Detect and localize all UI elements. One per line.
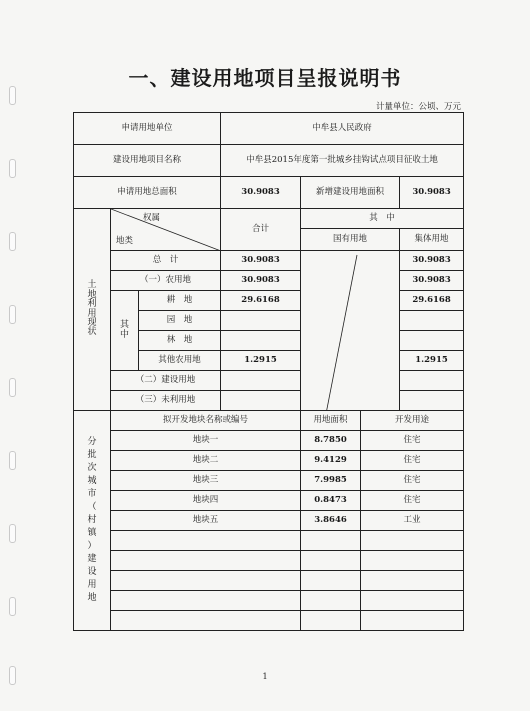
row-label: 耕 地 (139, 291, 221, 311)
total-area-label: 申请用地总面积 (74, 177, 221, 209)
plot-name: 地块四 (111, 491, 301, 511)
row-collective (400, 331, 464, 351)
row-collective: 29.6168 (400, 291, 464, 311)
plots-header-row (74, 411, 464, 431)
project-label: 建设用地项目名称 (74, 145, 221, 177)
row-total (221, 391, 301, 411)
table-row (74, 471, 464, 491)
applicant-label: 申请用地单位 (74, 113, 221, 145)
total-col-header: 合计 (221, 209, 301, 251)
page-number: 1 (262, 672, 268, 681)
row-collective: 30.9083 (400, 251, 464, 271)
plot-area: 3.8646 (301, 511, 361, 531)
row-total (221, 331, 301, 351)
plot-use: 住宅 (361, 451, 464, 471)
plot-name: 地块二 (111, 451, 301, 471)
row-collective (400, 371, 464, 391)
table-row (74, 531, 464, 551)
table-row (74, 451, 464, 471)
table-row (74, 391, 464, 411)
row-total (221, 311, 301, 331)
plot-name: 地块三 (111, 471, 301, 491)
row-total: 29.6168 (221, 291, 301, 311)
plot-use: 住宅 (361, 491, 464, 511)
row-collective: 30.9083 (400, 271, 464, 291)
page-title: 一、建设用地项目呈报说明书 (128, 66, 402, 90)
binder-hole (9, 159, 16, 178)
plot-area: 9.4129 (301, 451, 361, 471)
plot-use-header: 开发用途 (361, 411, 464, 431)
project-row (74, 145, 464, 177)
unit-note: 计量单位：公顷、万元 (375, 102, 461, 112)
area-row (74, 177, 464, 209)
row-label: （一）农用地 (111, 271, 221, 291)
plot-use: 住宅 (361, 471, 464, 491)
collective-header: 集体用地 (400, 229, 464, 251)
plot-area: 8.7850 (301, 431, 361, 451)
table-row (74, 251, 464, 271)
table-row (74, 431, 464, 451)
ownership-landtype-header (111, 209, 221, 251)
binder-hole (9, 305, 16, 324)
table-row (74, 611, 464, 631)
table-row (74, 591, 464, 611)
table-row (74, 371, 464, 391)
new-area-label: 新增建设用地面积 (301, 177, 400, 209)
ownership-label: 权属 (143, 213, 161, 223)
plot-name: 地块一 (111, 431, 301, 451)
row-collective: 1.2915 (400, 351, 464, 371)
binder-hole (9, 597, 16, 616)
sub-side-label: 其 中 (111, 291, 139, 371)
plot-name: 地块五 (111, 511, 301, 531)
binder-hole (9, 232, 16, 251)
table-row (74, 551, 464, 571)
land-use-side-label: 土 地 利 用 现 状 (74, 209, 111, 411)
table-row (74, 271, 464, 291)
project-table (73, 112, 464, 631)
project-value: 中牟县2015年度第一批城乡挂钩试点项目征收土地 (221, 145, 464, 177)
row-label: 其他农用地 (139, 351, 221, 371)
binder-hole (9, 451, 16, 470)
row-label: （二）建设用地 (111, 371, 221, 391)
row-label: 林 地 (139, 331, 221, 351)
table-row (74, 291, 464, 311)
plot-use: 住宅 (361, 431, 464, 451)
row-label: 园 地 (139, 311, 221, 331)
row-total (221, 371, 301, 391)
table-row (74, 511, 464, 531)
row-total: 30.9083 (221, 271, 301, 291)
row-total: 30.9083 (221, 251, 301, 271)
plot-name-header: 拟开发地块名称或编号 (111, 411, 301, 431)
binder-hole (9, 378, 16, 397)
plot-area-header: 用地面积 (301, 411, 361, 431)
plots-side-label: 分 批 次 城 市 （ 村 镇 ） 建 设 用 地 (74, 411, 111, 631)
among-header: 其 中 (301, 209, 464, 229)
row-total: 1.2915 (221, 351, 301, 371)
new-area-value: 30.9083 (400, 177, 464, 209)
land-use-header-row (74, 209, 464, 229)
table-row (74, 571, 464, 591)
binder-hole (9, 524, 16, 543)
table-row (74, 491, 464, 511)
land-type-label: 地类 (116, 236, 134, 247)
plot-use: 工业 (361, 511, 464, 531)
applicant-row (74, 113, 464, 145)
row-label: 总 计 (111, 251, 221, 271)
state-owned-column (301, 251, 400, 411)
row-label: （三）未利用地 (111, 391, 221, 411)
plot-area: 7.9985 (301, 471, 361, 491)
state-owned-header: 国有用地 (301, 229, 400, 251)
row-collective (400, 391, 464, 411)
total-area-value: 30.9083 (221, 177, 301, 209)
strike-line (301, 251, 400, 411)
plot-area: 0.8473 (301, 491, 361, 511)
applicant-value: 中牟县人民政府 (221, 113, 464, 145)
row-collective (400, 311, 464, 331)
